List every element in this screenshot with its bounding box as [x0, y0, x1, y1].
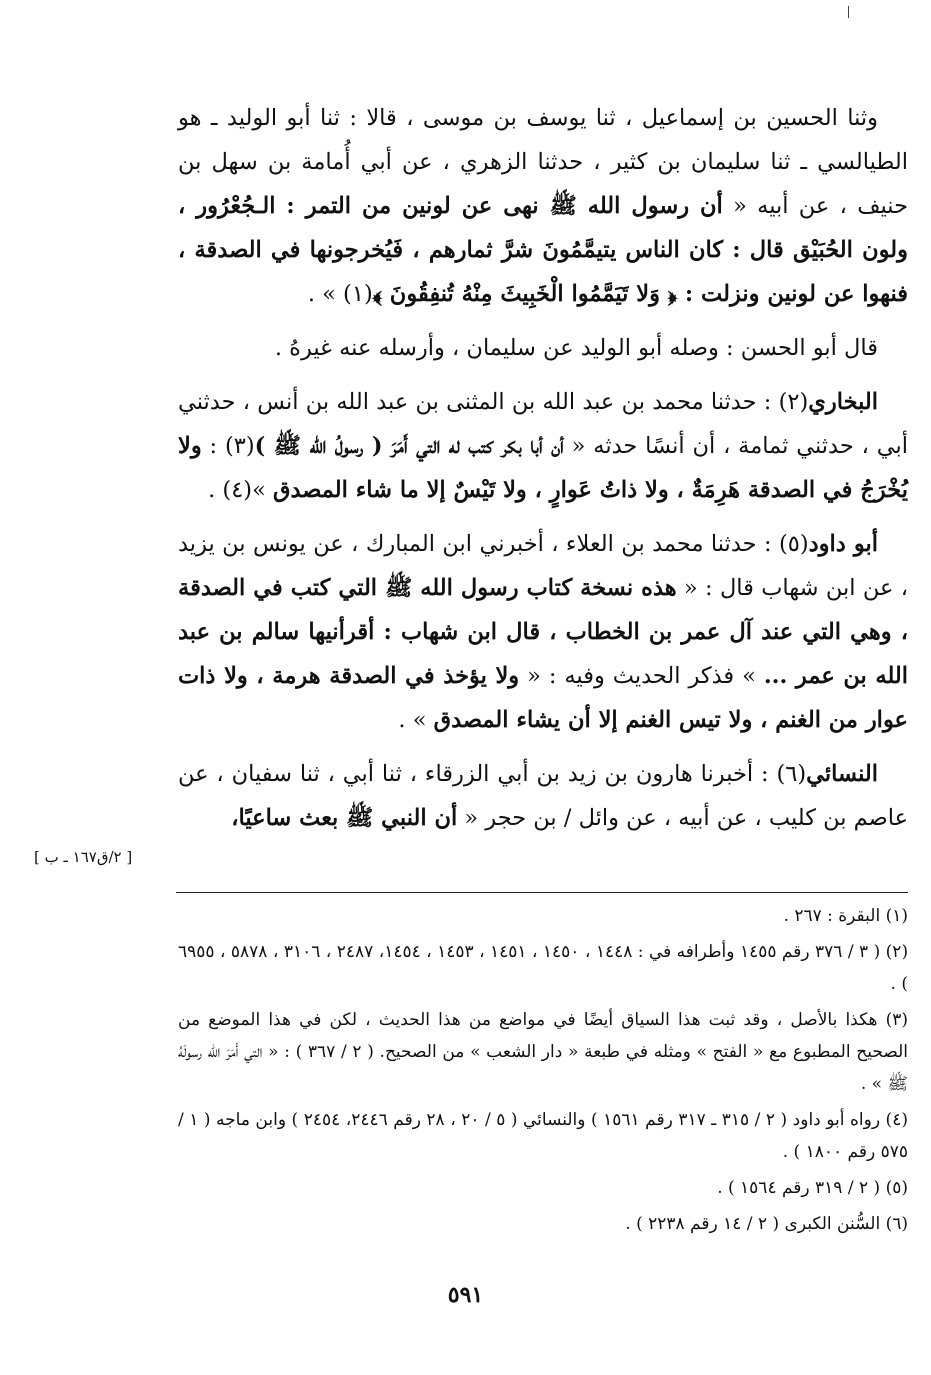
corner-mark	[848, 6, 853, 18]
paragraph-4	[178, 522, 908, 742]
paragraph-3-end: »(٤) .	[208, 477, 273, 503]
paragraph-1-text: وثنا الحسين بن إسماعيل ، ثنا يوسف بن موسى ، قالا : ثنا أبو الوليد ـ هو الطيالسي ـ ثنا سليمان بن كثير ، حدثنا الزهري ، عن أبي أُمامة بن سهل بن حنيف ، عن أبيه «	[178, 105, 908, 219]
paragraph-3-text: (٢) : حدثنا محمد بن عبد الله بن المثنى بن عبد الله بن أنس ، حدثني أبي ، حدثني ثمامة ، أن أنسًا حدثه «	[178, 389, 908, 459]
paragraph-1-hadith: أن رسول الله ﷺ نهى عن لونين من التمر : الـجُعْرُور ، ولون الحُبَيْق قال : كان الناس يتيمَّمُونَ شرَّ ثمارهم ، فَيُخرجونها في الصدقة ، فنهوا عن لونين ونزلت : ﴿ وَلا تَيَمَّمُوا الْخَبِيثَ مِنْهُ تُنفِقُونَ ﴾	[178, 193, 908, 307]
paragraph-1	[178, 96, 908, 316]
paragraph-4-hadith-b: ولا يؤخذ في الصدقة هرمة ، ولا ذات عوار من الغنم ، ولا تيس الغنم إلا أن يشاء المصدق	[178, 663, 908, 733]
paragraph-4-mid: » فذكر الحديث وفيه : «	[519, 663, 764, 689]
paragraph-5-hadith: أن النبي ﷺ بعث ساعيًا،	[231, 805, 458, 831]
footnote: (٢) ( ٣ / ٣٧٦ رقم ١٤٥٥ وأطرافه في : ١٤٤٨ ، ١٤٥٠ ، ١٤٥١ ، ١٤٥٣ ، ١٤٥٤، ٢٤٨٧ ، ٣١٠٦ ، ٥٨٧٨ ، ٦٩٥٥ ) .	[178, 942, 909, 994]
paragraph-5-text: (٦) : أخبرنا هارون بن زيد بن أبي الزرقاء ، ثنا أبي ، ثنا سفيان ، عن عاصم بن كليب ، عن أبيه ، عن وائل / بن حجر «	[178, 761, 908, 831]
source-name-abu-dawud: أبو داود	[808, 531, 878, 557]
paragraph-5	[178, 752, 908, 840]
paragraph-3	[178, 380, 908, 512]
paragraph-4-end: » .	[398, 707, 434, 733]
main-text	[178, 96, 908, 850]
page-number: ٥٩١	[447, 1282, 484, 1308]
footnotes	[178, 900, 908, 1244]
footnote-divider	[176, 892, 908, 893]
footnote: (١) البقرة : ٢٦٧ .	[783, 906, 908, 926]
source-name-bukhari: البخاري	[808, 389, 878, 415]
footnote: (٥) ( ٢ / ٣١٩ رقم ١٥٦٤ ) .	[717, 1178, 908, 1198]
paragraph-4-text: (٥) : حدثنا محمد بن العلاء ، أخبرني ابن المبارك ، عن يونس بن يزيد ، عن ابن شهاب قال : «	[178, 531, 908, 601]
paragraph-3-hadith-a: أن أبا بكر كتب له التي أَمَرَ ( رسولُ الله ﷺ )	[254, 433, 564, 459]
paragraph-4-hadith-a: هذه نسخة كتاب رسول الله ﷺ التي كتب في الصدقة ، وهي التي عند آل عمر بن الخطاب ، قال ابن شهاب : أقرأنيها سالم بن عبد الله بن عمر ...	[178, 575, 909, 689]
footnote: (٤) رواه أبو داود ( ٢ / ٣١٥ ـ ٣١٧ رقم ١٥٦١ ) والنسائي ( ٥ / ٢٠ ، ٢٨ رقم ٢٤٤٦، ٢٤٥٤ ) وابن ماجه ( ١ / ٥٧٥ رقم ١٨٠٠ ) .	[178, 1110, 908, 1162]
paragraph-2: قال أبو الحسن : وصله أبو الوليد عن سليمان ، وأرسله عنه غيرهُ .	[274, 335, 878, 361]
manuscript-folio-note: [ ٢/ق١٦٧ ـ ب ]	[34, 848, 133, 866]
paragraph-3-note: (٣) :	[201, 433, 255, 459]
source-name-nasai: النسائي	[806, 761, 878, 787]
paragraph-3-hadith-b: ولا يُخْرَجُ في الصدقة هَرِمَةٌ ، ولا ذاتُ عَوارٍ ، ولا تَيْسٌ إلا ما شاء المصدق	[178, 433, 908, 503]
footnote: (٦) السُّنن الكبرى ( ٢ / ١٤ رقم ٢٢٣٨ ) .	[625, 1214, 908, 1234]
footnote: (٣) هكذا بالأصل ، وقد ثبت هذا السياق أيضًا في مواضع من هذا الحديث ، لكن في هذا الموضع من الصحيح المطبوع مع « الفتح » ومثله في طبعة « دار الشعب » من الصحيح. ( ٢ / ٣٦٧ ) : « التي أَمَرَ الله رسولَهُ ﷺ » .	[178, 1010, 908, 1094]
paragraph-1-end: (١) » .	[307, 281, 373, 307]
